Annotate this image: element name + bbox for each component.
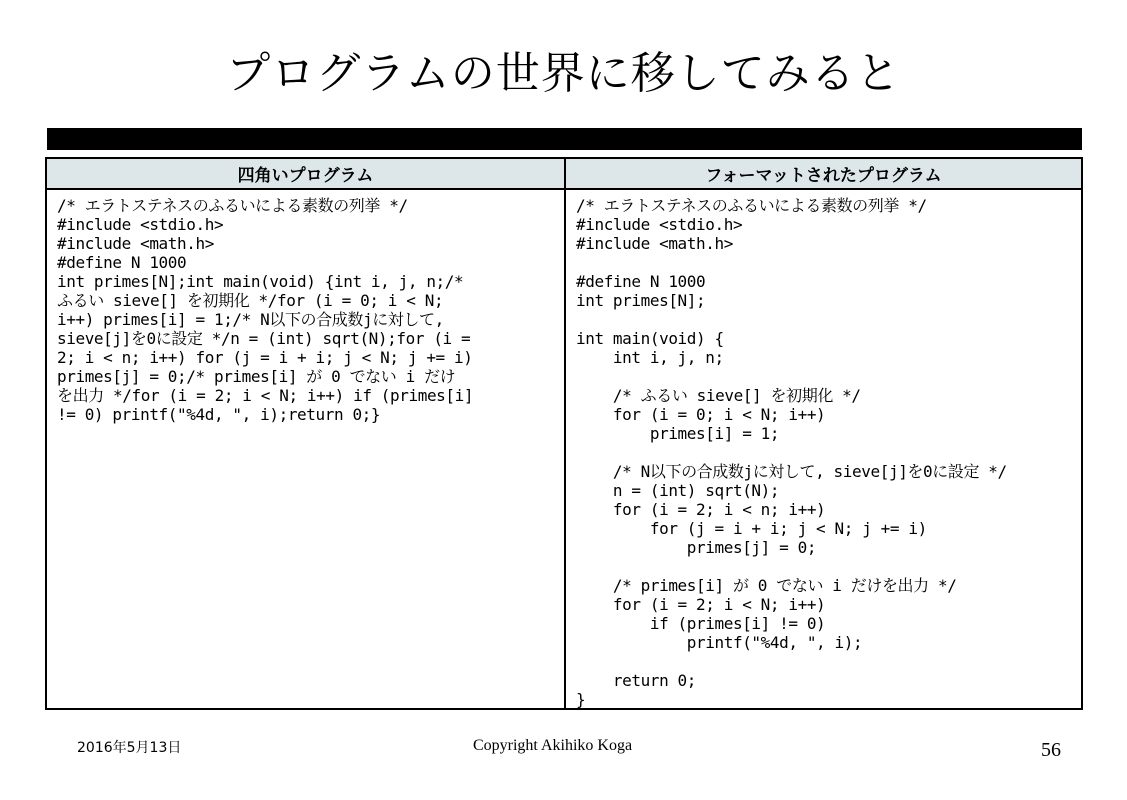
- code-line: n = (int) sqrt(N);: [576, 481, 780, 500]
- code-line: #define N 1000: [576, 272, 706, 291]
- code-line: [576, 557, 1071, 576]
- footer-date: 2016年5月13日: [77, 740, 182, 756]
- code-line: [576, 443, 1071, 462]
- code-line: #include <stdio.h>: [576, 215, 743, 234]
- code-line: }: [576, 690, 586, 708]
- code-line: #include <math.h>: [57, 234, 214, 253]
- code-line: int primes[N];: [576, 291, 706, 310]
- formatted-program-header: フォーマットされたプログラム: [566, 159, 1081, 190]
- code-line: int i, j, n;: [576, 348, 724, 367]
- formatted-program-code: [566, 190, 1081, 708]
- code-line: int primes[N];int main(void) {int i, j, n;/*: [57, 272, 464, 291]
- square-program-code: [47, 190, 564, 708]
- code-line: int main(void) {: [576, 329, 724, 348]
- code-line: for (i = 2; i < N; i++): [576, 595, 826, 614]
- code-line: primes[i] = 1;: [576, 424, 780, 443]
- code-line: /* ふるい sieve[] を初期化 */: [576, 386, 861, 405]
- code-line: /* エラトステネスのふるいによる素数の列挙 */: [57, 196, 408, 215]
- page-number: 56: [1041, 739, 1061, 761]
- code-line: ふるい sieve[] を初期化 */for (i = 0; i < N;: [57, 291, 444, 310]
- code-line: /* N以下の合成数jに対して, sieve[j]を0に設定 */: [576, 462, 1007, 481]
- code-line: 2; i < n; i++) for (j = i + i; j < N; j += i): [57, 348, 473, 367]
- code-line: /* エラトステネスのふるいによる素数の列挙 */: [576, 196, 927, 215]
- code-line: i++) primes[i] = 1;/* N以下の合成数jに対して,: [57, 310, 444, 329]
- code-line: [576, 367, 1071, 386]
- code-line: for (i = 0; i < N; i++): [576, 405, 826, 424]
- title-divider-bar: [47, 128, 1082, 150]
- code-line: [576, 253, 1071, 272]
- footer-copyright: Copyright Akihiko Koga: [472, 737, 633, 754]
- code-line: return 0;: [576, 671, 697, 690]
- square-program-header: 四角いプログラム: [47, 159, 564, 190]
- formatted-program-column: [566, 159, 1081, 708]
- code-line: sieve[j]を0に設定 */n = (int) sqrt(N);for (i =: [57, 329, 471, 348]
- code-line: /* primes[i] が 0 でない i だけを出力 */: [576, 576, 957, 595]
- code-line: [576, 310, 1071, 329]
- code-line: primes[j] = 0;/* primes[i] が 0 でない i だけ: [57, 367, 456, 386]
- code-line: #include <math.h>: [576, 234, 733, 253]
- code-line: #define N 1000: [57, 253, 187, 272]
- code-comparison-table: [45, 157, 1083, 710]
- code-line: [576, 652, 1071, 671]
- code-line: for (j = i + i; j < N; j += i): [576, 519, 927, 538]
- code-line: #include <stdio.h>: [57, 215, 224, 234]
- code-line: for (i = 2; i < n; i++): [576, 500, 826, 519]
- code-line: を出力 */for (i = 2; i < N; i++) if (primes[i]: [57, 386, 474, 405]
- code-line: printf("%4d, ", i);: [576, 633, 863, 652]
- square-program-column: [47, 159, 566, 708]
- code-line: primes[j] = 0;: [576, 538, 817, 557]
- code-line: if (primes[i] != 0): [576, 614, 826, 633]
- code-line: != 0) printf("%4d, ", i);return 0;}: [57, 405, 381, 424]
- slide-title: プログラムの世界に移してみると: [226, 48, 901, 99]
